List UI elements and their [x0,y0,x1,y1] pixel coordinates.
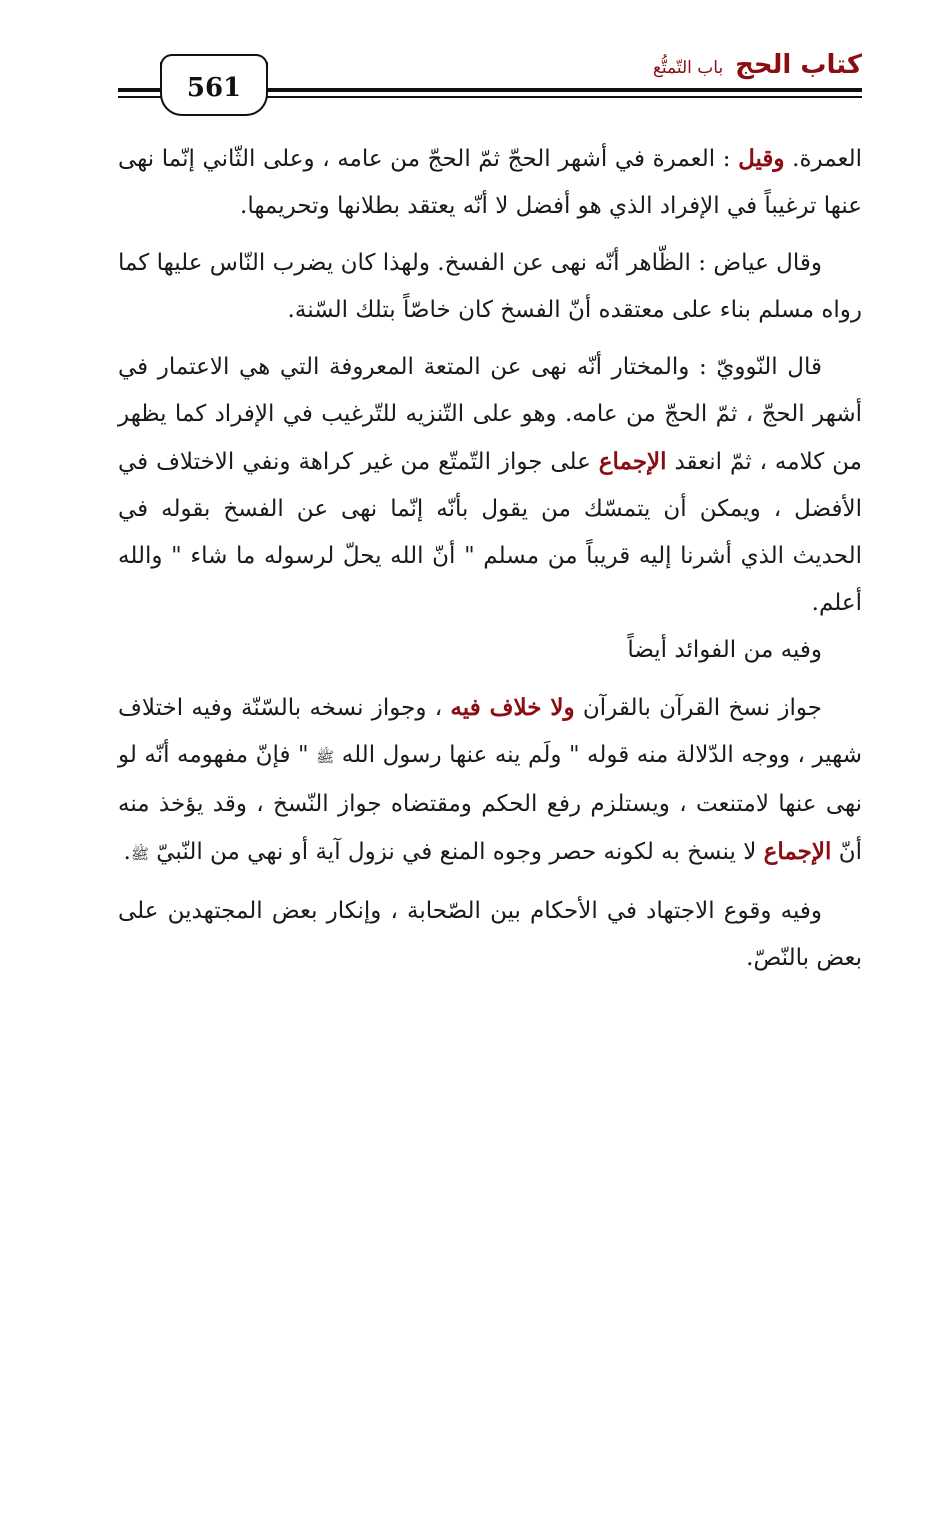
text-run: على جواز التّمتّع من غير كراهة ونفي الاختلاف في الأفضل ، ويمكن أن يتمسّك من يقول بأنّه إنّما نهى عن الفسخ بقوله في الحديث الذي أشرنا إليه قريباً من مسلم " أنّ الله يحلّ لرسوله ما شاء " والله أعلم. [118,449,862,616]
text-run: لا ينسخ به لكونه حصر وجوه المنع في نزول آية أو نهي من النّبيّ [148,839,764,865]
body-text [118,135,862,982]
text-run: قال النّوويّ : والمختار أنّه نهى عن المتعة المعروفة التي هي الاعتمار في أشهر الحجّ ، ثمّ الحجّ من عامه. وهو على التّنزيه للتّرغيب في الإفراد كما يظهر من كلامه ، ثمّ انعقد [118,354,862,475]
salawat-glyph: ﷺ [316,748,335,766]
page-number-badge [160,62,268,116]
text-run: " فإنّ مفهومه أنّه لو نهى عنها لامتنعت ، ويستلزم رفع الحكم ومقتضاه جواز النّسخ ، وقد يؤخذ منه أنّ [118,742,862,865]
highlight-term: الإجماع [598,448,667,475]
paragraph-gap [118,878,862,888]
text-run: العمرة. [784,146,862,172]
book-title: كتاب الحج [735,50,862,80]
paragraph-6: وفيه وقوع الاجتهاد في الأحكام بين الصّحابة ، وإنكار بعض المجتهدين على بعض بالنّصّ. [118,898,862,971]
paragraph-gap [118,334,862,344]
paragraph-gap [118,230,862,240]
paragraph-1 [118,135,862,230]
salawat-glyph: ﷺ [130,845,149,863]
text-run: جواز نسخ القرآن بالقرآن [574,695,822,721]
paragraph-5 [118,684,862,878]
chapter-title: باب التّمتُّع [652,58,724,78]
paragraph-2: وقال عياض : الظّاهر أنّه نهى عن الفسخ. ولهذا كان يضرب النّاس عليها كما رواه مسلم بناء على معتقده أنّ الفسخ كان خاصّاً بتلك السّنة. [118,250,862,323]
text-run: ، وجواز نسخه بالسّنّة وفيه اختلاف شهير ، ووجه الدّلالة منه قوله " ولَم ينه عنها رسول الله [118,695,862,768]
paragraph-3 [118,344,862,627]
text-run: . [123,839,131,865]
highlight-term: ولا خلاف فيه [450,694,575,721]
page-number: 561 [186,73,242,103]
paragraph-4: وفيه من الفوائد أيضاً [627,637,822,663]
page-header [118,50,862,120]
highlight-term: الإجماع [763,838,832,865]
text-run: : العمرة في أشهر الحجّ ثمّ الحجّ من عامه ، وعلى الثّاني إنّما نهى عنها ترغيباً في الإفراد الذي هو أفضل لا أنّه يعتقد بطلانها وتحريمها. [118,146,862,219]
highlight-term: وقيل [738,145,785,172]
paragraph-gap [118,674,862,684]
header-titles [653,50,862,84]
